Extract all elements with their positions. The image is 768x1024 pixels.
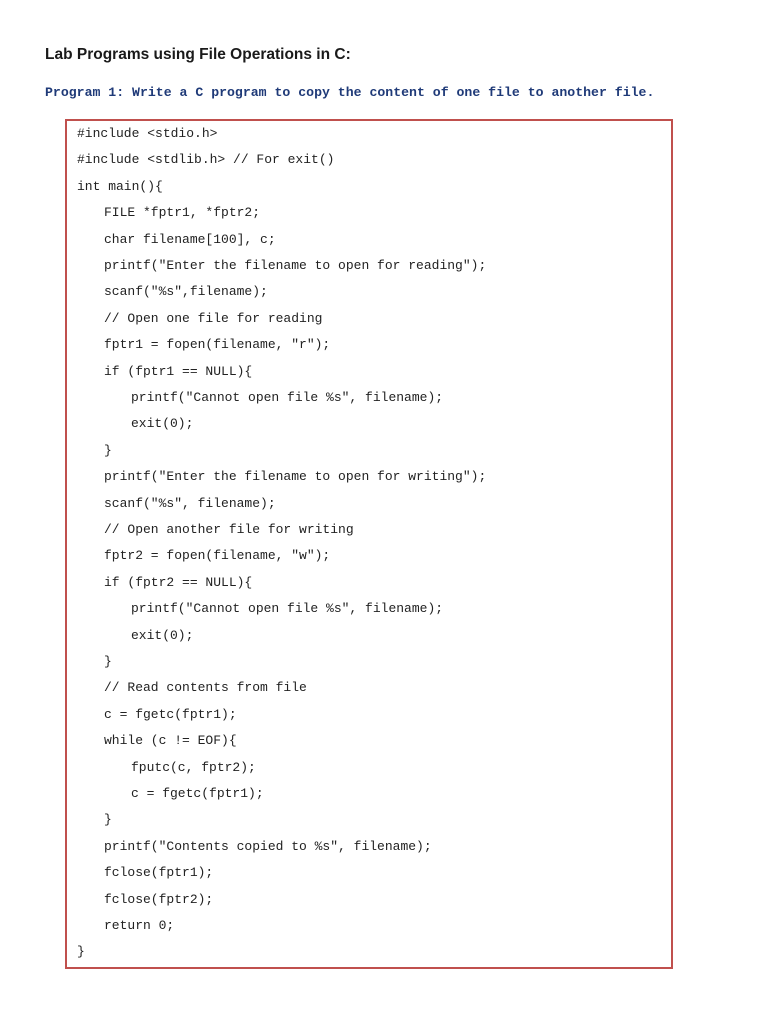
code-line: scanf("%s",filename); [104,284,268,300]
code-line: #include <stdio.h> [77,126,218,141]
code-line: char filename[100], c; [104,231,276,247]
code-line: c = fgetc(fptr1); [131,786,264,801]
code-line: fclose(fptr1); [104,865,214,881]
code-line: fptr1 = fopen(filename, "r"); [104,337,331,353]
code-line: printf("Cannot open file %s", filename); [131,390,444,405]
code-line: printf("Cannot open file %s", filename); [131,601,444,617]
code-line: exit(0); [131,416,194,432]
code-line: } [104,654,112,669]
code-line: // Open one file for reading [104,310,323,326]
code-line: printf("Enter the filename to open for reading"); [104,258,487,273]
code-line: printf("Contents copied to %s", filename); [104,838,432,854]
code-line: int main(){ [77,178,163,194]
code-line: #include <stdlib.h> // For exit() [77,152,335,168]
code-line: if (fptr2 == NULL){ [104,574,253,590]
code-line: if (fptr1 == NULL){ [104,363,253,379]
code-line: exit(0); [131,627,194,643]
code-block [65,119,673,969]
code-line: // Open another file for writing [104,522,354,537]
code-line: } [104,812,112,828]
code-line: } [104,442,112,458]
code-line: while (c != EOF){ [104,733,237,749]
program-title: Program 1: Write a C program to copy the content of one file to another file. [45,85,655,100]
code-line: } [77,944,85,960]
code-line: scanf("%s", filename); [104,495,276,511]
code-line: FILE *fptr1, *fptr2; [104,205,261,221]
code-line: return 0; [104,918,175,933]
code-line: fptr2 = fopen(filename, "w"); [104,548,331,564]
code-line: c = fgetc(fptr1); [104,706,237,722]
page-heading: Lab Programs using File Operations in C: [45,46,351,63]
code-line: fclose(fptr2); [104,891,214,907]
code-line: fputc(c, fptr2); [131,759,256,775]
code-line: printf("Enter the filename to open for writing"); [104,469,487,485]
code-line: // Read contents from file [104,680,307,696]
